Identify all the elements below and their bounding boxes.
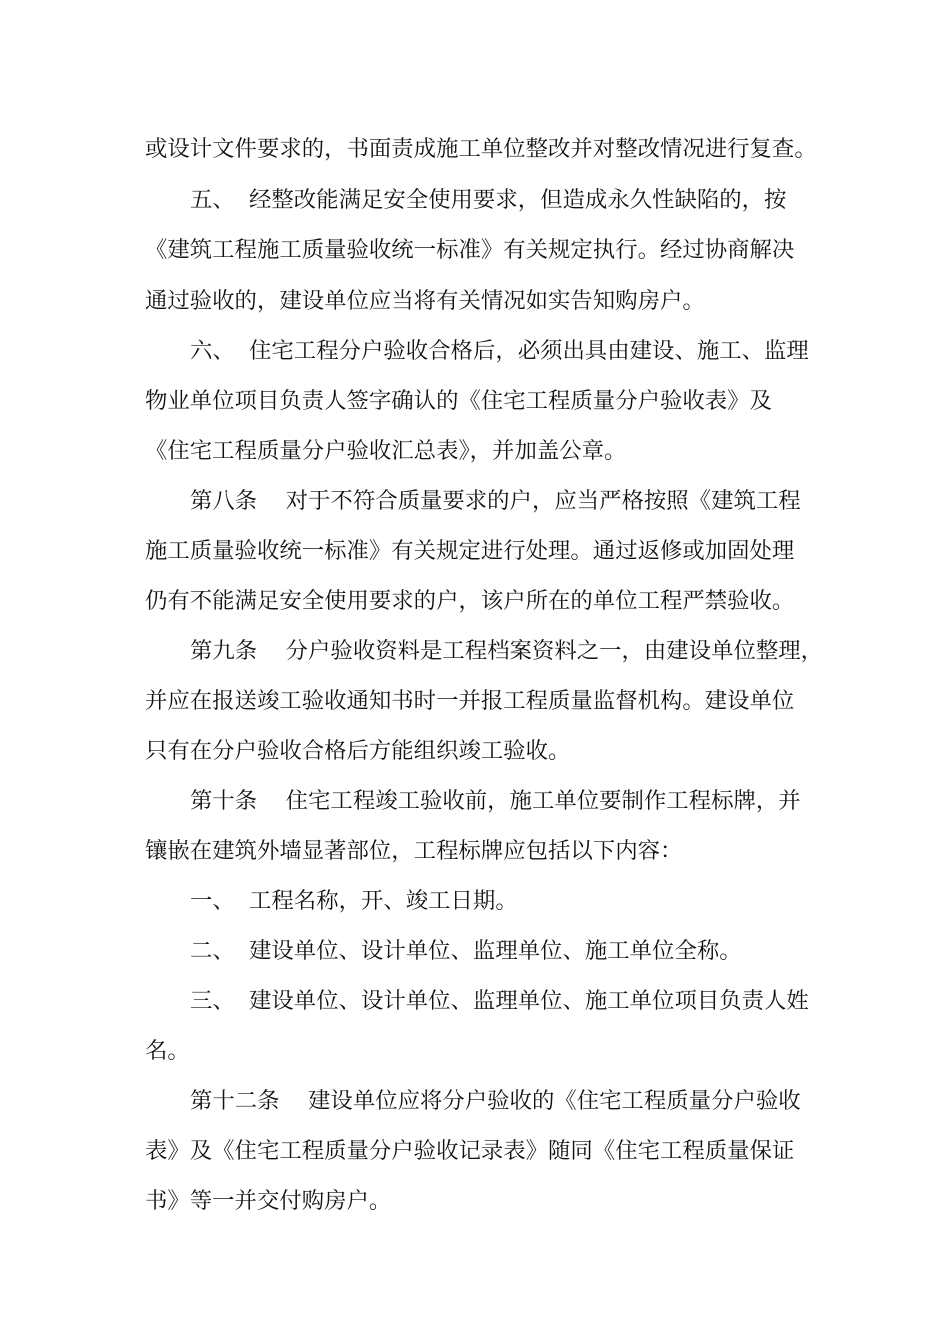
text-line: 六、 住宅工程分户验收合格后，必须出具由建设、施工、监理	[190, 338, 809, 364]
text-line: 五、 经整改能满足安全使用要求，但造成永久性缺陷的，按	[190, 187, 787, 213]
text-line: 仍有不能满足安全使用要求的户，该户所在的单位工程严禁验收。	[145, 588, 795, 614]
text-line: 《住宅工程质量分户验收汇总表》，并加盖公章。	[145, 438, 627, 464]
text-line: 一、 工程名称，开、竣工日期。	[190, 888, 518, 914]
text-line: 通过验收的，建设单位应当将有关情况如实告知购房户。	[145, 288, 705, 314]
text-line: 并应在报送竣工验收通知书时一并报工程质量监督机构。建设单位	[145, 688, 795, 714]
text-line: 二、 建设单位、设计单位、监理单位、施工单位全称。	[190, 938, 742, 964]
text-line: 第十二条 建设单位应将分户验收的《住宅工程质量分户验收	[190, 1088, 801, 1114]
text-line: 三、 建设单位、设计单位、监理单位、施工单位项目负责人姓	[190, 988, 809, 1014]
text-line: 名。	[145, 1038, 190, 1064]
text-line: 《建筑工程施工质量验收统一标准》有关规定执行。经过协商解决	[145, 237, 795, 263]
text-line: 表》及《住宅工程质量分户验收记录表》随同《住宅工程质量保证	[145, 1138, 795, 1164]
text-line: 书》等一并交付购房户。	[145, 1188, 392, 1214]
text-line: 施工质量验收统一标准》有关规定进行处理。通过返修或加固处理	[145, 538, 795, 564]
text-line: 只有在分户验收合格后方能组织竣工验收。	[145, 738, 571, 764]
text-line: 物业单位项目负责人签字确认的《住宅工程质量分户验收表》及	[145, 388, 772, 414]
text-line: 第九条 分户验收资料是工程档案资料之一，由建设单位整理，	[190, 638, 824, 664]
text-line: 镶嵌在建筑外墙显著部位，工程标牌应包括以下内容：	[145, 838, 683, 864]
text-line: 第十条 住宅工程竣工验收前，施工单位要制作工程标牌，并	[190, 788, 801, 814]
text-line: 或设计文件要求的，书面责成施工单位整改并对整改情况进行复查。	[145, 136, 817, 162]
text-line: 第八条 对于不符合质量要求的户，应当严格按照《建筑工程	[190, 488, 801, 514]
